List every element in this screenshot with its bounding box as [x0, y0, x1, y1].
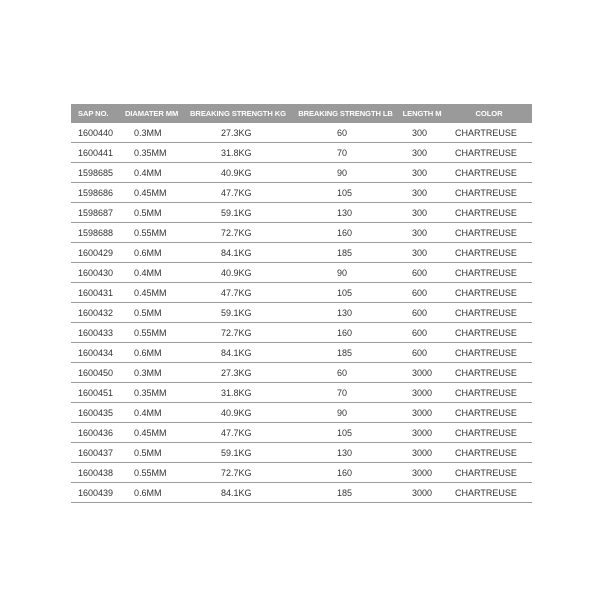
cell-breaking-strength-lb: 185	[293, 343, 398, 363]
cell-length: 300	[398, 223, 446, 243]
cell-breaking-strength-kg: 59.1KG	[183, 203, 293, 223]
cell-breaking-strength-lb: 160	[293, 223, 398, 243]
cell-breaking-strength-lb: 130	[293, 303, 398, 323]
cell-breaking-strength-kg: 27.3KG	[183, 363, 293, 383]
cell-breaking-strength-lb: 160	[293, 323, 398, 343]
table-row	[71, 363, 532, 383]
cell-diameter: 0.55MM	[123, 223, 183, 243]
cell-breaking-strength-lb: 90	[293, 163, 398, 183]
cell-breaking-strength-kg: 72.7KG	[183, 463, 293, 483]
table-row	[71, 203, 532, 223]
cell-breaking-strength-kg: 59.1KG	[183, 303, 293, 323]
cell-color: CHARTREUSE	[446, 443, 532, 463]
cell-color: CHARTREUSE	[446, 203, 532, 223]
cell-breaking-strength-kg: 40.9KG	[183, 403, 293, 423]
cell-color: CHARTREUSE	[446, 143, 532, 163]
cell-diameter: 0.35MM	[123, 143, 183, 163]
table-row	[71, 183, 532, 203]
table-row	[71, 143, 532, 163]
cell-sap-no: 1600433	[71, 323, 123, 343]
cell-breaking-strength-kg: 47.7KG	[183, 423, 293, 443]
table-body	[71, 123, 532, 503]
product-spec-table	[71, 104, 532, 503]
cell-color: CHARTREUSE	[446, 323, 532, 343]
cell-diameter: 0.4MM	[123, 263, 183, 283]
cell-sap-no: 1600434	[71, 343, 123, 363]
cell-breaking-strength-kg: 31.8KG	[183, 143, 293, 163]
cell-diameter: 0.6MM	[123, 483, 183, 503]
cell-sap-no: 1600439	[71, 483, 123, 503]
cell-diameter: 0.6MM	[123, 243, 183, 263]
header-row	[71, 104, 532, 123]
cell-color: CHARTREUSE	[446, 163, 532, 183]
table-row	[71, 403, 532, 423]
header-breaking-strength-kg: BREAKING STRENGTH KG	[183, 104, 293, 123]
cell-breaking-strength-lb: 160	[293, 463, 398, 483]
table-header	[71, 104, 532, 123]
cell-length: 3000	[398, 423, 446, 443]
cell-breaking-strength-lb: 90	[293, 263, 398, 283]
cell-color: CHARTREUSE	[446, 283, 532, 303]
table-row	[71, 463, 532, 483]
cell-breaking-strength-lb: 70	[293, 383, 398, 403]
cell-breaking-strength-lb: 70	[293, 143, 398, 163]
cell-breaking-strength-lb: 90	[293, 403, 398, 423]
cell-length: 300	[398, 143, 446, 163]
cell-sap-no: 1600431	[71, 283, 123, 303]
cell-diameter: 0.5MM	[123, 443, 183, 463]
cell-diameter: 0.55MM	[123, 323, 183, 343]
cell-sap-no: 1600436	[71, 423, 123, 443]
cell-sap-no: 1598686	[71, 183, 123, 203]
header-sap-no: SAP NO.	[71, 104, 123, 123]
cell-breaking-strength-kg: 31.8KG	[183, 383, 293, 403]
cell-diameter: 0.55MM	[123, 463, 183, 483]
cell-length: 300	[398, 183, 446, 203]
cell-sap-no: 1598687	[71, 203, 123, 223]
cell-breaking-strength-kg: 27.3KG	[183, 123, 293, 143]
cell-breaking-strength-kg: 40.9KG	[183, 263, 293, 283]
cell-diameter: 0.45MM	[123, 283, 183, 303]
cell-length: 600	[398, 263, 446, 283]
cell-length: 300	[398, 123, 446, 143]
cell-breaking-strength-lb: 60	[293, 363, 398, 383]
cell-diameter: 0.5MM	[123, 303, 183, 323]
cell-breaking-strength-kg: 72.7KG	[183, 323, 293, 343]
table-row	[71, 163, 532, 183]
table-row	[71, 323, 532, 343]
cell-breaking-strength-kg: 84.1KG	[183, 343, 293, 363]
cell-color: CHARTREUSE	[446, 463, 532, 483]
cell-color: CHARTREUSE	[446, 363, 532, 383]
table-row	[71, 223, 532, 243]
cell-length: 3000	[398, 403, 446, 423]
cell-breaking-strength-lb: 60	[293, 123, 398, 143]
cell-color: CHARTREUSE	[446, 483, 532, 503]
header-diameter: DIAMATER MM	[123, 104, 183, 123]
cell-length: 300	[398, 163, 446, 183]
header-length: LENGTH M	[398, 104, 446, 123]
cell-length: 300	[398, 203, 446, 223]
cell-diameter: 0.5MM	[123, 203, 183, 223]
cell-color: CHARTREUSE	[446, 183, 532, 203]
cell-sap-no: 1600441	[71, 143, 123, 163]
cell-sap-no: 1600438	[71, 463, 123, 483]
cell-breaking-strength-kg: 84.1KG	[183, 243, 293, 263]
cell-breaking-strength-kg: 84.1KG	[183, 483, 293, 503]
cell-length: 600	[398, 323, 446, 343]
table-row	[71, 343, 532, 363]
cell-color: CHARTREUSE	[446, 243, 532, 263]
cell-breaking-strength-lb: 130	[293, 443, 398, 463]
cell-color: CHARTREUSE	[446, 343, 532, 363]
table-row	[71, 483, 532, 503]
cell-breaking-strength-lb: 185	[293, 243, 398, 263]
cell-sap-no: 1598685	[71, 163, 123, 183]
cell-breaking-strength-kg: 47.7KG	[183, 283, 293, 303]
cell-breaking-strength-lb: 185	[293, 483, 398, 503]
cell-breaking-strength-kg: 40.9KG	[183, 163, 293, 183]
cell-diameter: 0.35MM	[123, 383, 183, 403]
cell-sap-no: 1600435	[71, 403, 123, 423]
table-row	[71, 383, 532, 403]
table-row	[71, 303, 532, 323]
cell-color: CHARTREUSE	[446, 383, 532, 403]
cell-diameter: 0.4MM	[123, 163, 183, 183]
cell-color: CHARTREUSE	[446, 263, 532, 283]
cell-breaking-strength-lb: 105	[293, 183, 398, 203]
header-color: COLOR	[446, 104, 532, 123]
cell-length: 3000	[398, 483, 446, 503]
cell-breaking-strength-lb: 130	[293, 203, 398, 223]
table-row	[71, 423, 532, 443]
cell-diameter: 0.45MM	[123, 183, 183, 203]
table-row	[71, 263, 532, 283]
table-row	[71, 283, 532, 303]
cell-breaking-strength-kg: 72.7KG	[183, 223, 293, 243]
cell-sap-no: 1600450	[71, 363, 123, 383]
cell-length: 3000	[398, 363, 446, 383]
cell-breaking-strength-kg: 59.1KG	[183, 443, 293, 463]
cell-breaking-strength-lb: 105	[293, 423, 398, 443]
cell-color: CHARTREUSE	[446, 223, 532, 243]
cell-sap-no: 1600451	[71, 383, 123, 403]
cell-diameter: 0.6MM	[123, 343, 183, 363]
cell-diameter: 0.45MM	[123, 423, 183, 443]
cell-length: 3000	[398, 383, 446, 403]
cell-sap-no: 1600440	[71, 123, 123, 143]
cell-diameter: 0.4MM	[123, 403, 183, 423]
cell-diameter: 0.3MM	[123, 363, 183, 383]
cell-breaking-strength-lb: 105	[293, 283, 398, 303]
cell-sap-no: 1600429	[71, 243, 123, 263]
cell-length: 3000	[398, 463, 446, 483]
cell-length: 600	[398, 303, 446, 323]
cell-color: CHARTREUSE	[446, 403, 532, 423]
cell-sap-no: 1598688	[71, 223, 123, 243]
cell-length: 600	[398, 343, 446, 363]
cell-length: 600	[398, 283, 446, 303]
cell-sap-no: 1600432	[71, 303, 123, 323]
cell-color: CHARTREUSE	[446, 123, 532, 143]
cell-length: 300	[398, 243, 446, 263]
cell-color: CHARTREUSE	[446, 303, 532, 323]
cell-diameter: 0.3MM	[123, 123, 183, 143]
table-row	[71, 243, 532, 263]
cell-length: 3000	[398, 443, 446, 463]
table-row	[71, 123, 532, 143]
header-breaking-strength-lb: BREAKING STRENGTH LB	[293, 104, 398, 123]
cell-sap-no: 1600430	[71, 263, 123, 283]
cell-color: CHARTREUSE	[446, 423, 532, 443]
table-row	[71, 443, 532, 463]
cell-sap-no: 1600437	[71, 443, 123, 463]
cell-breaking-strength-kg: 47.7KG	[183, 183, 293, 203]
